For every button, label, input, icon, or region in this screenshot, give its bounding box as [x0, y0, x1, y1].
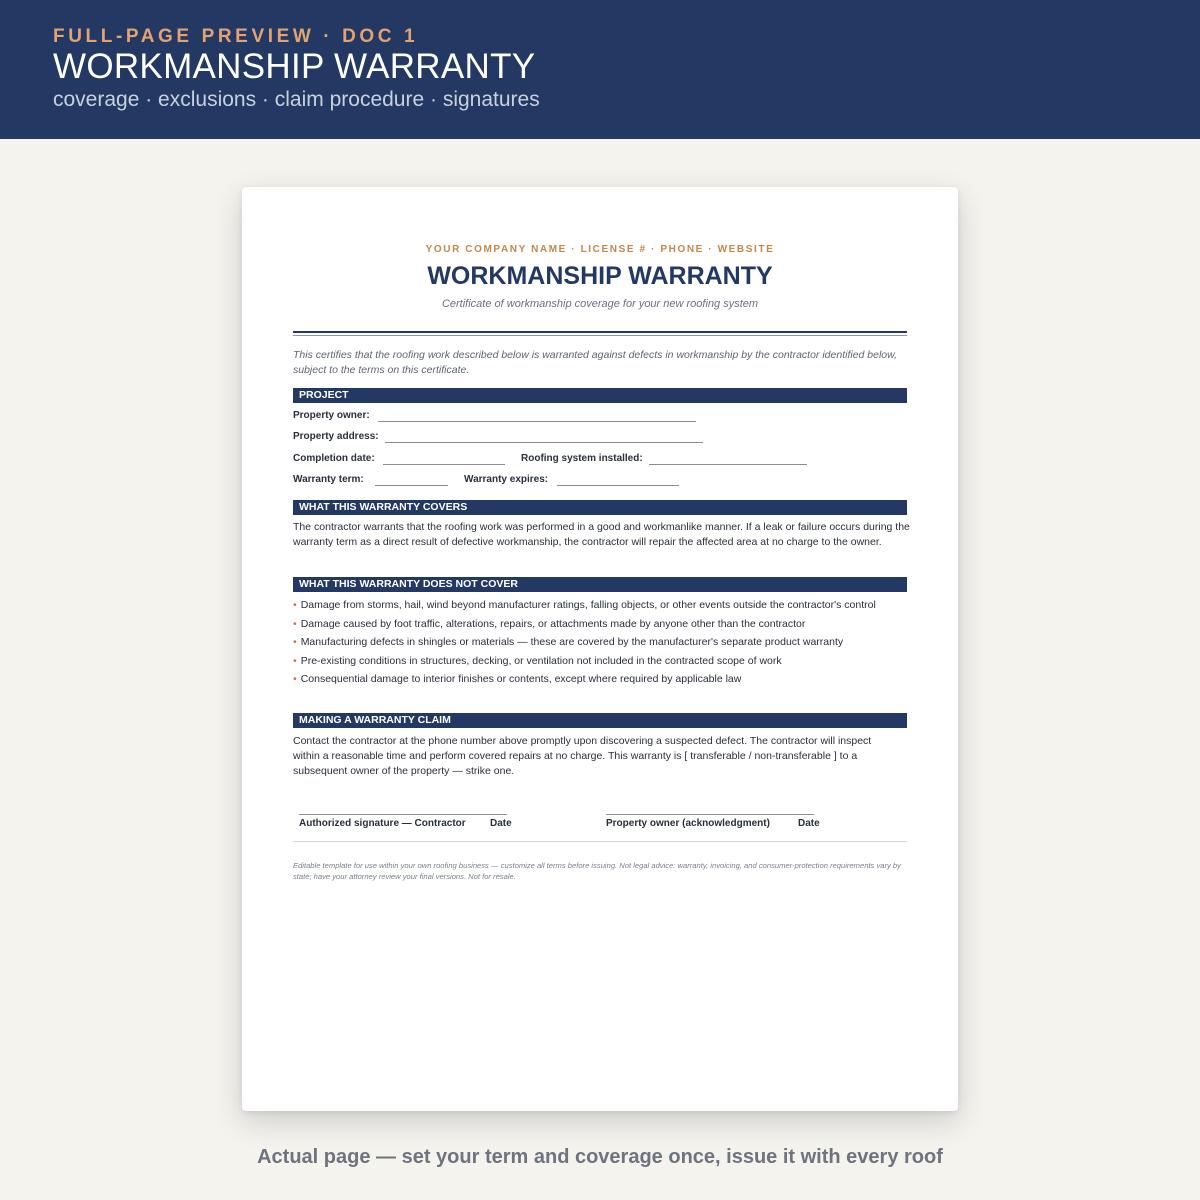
exclusions-list [293, 598, 911, 691]
section-exclusions-heading: WHAT THIS WARRANTY DOES NOT COVER [293, 577, 907, 592]
company-header-line: YOUR COMPANY NAME · LICENSE # · PHONE · WEBSITE [425, 244, 775, 255]
owner-date-label: Date [798, 818, 820, 829]
roofing-system-field[interactable] [649, 464, 807, 465]
bullet-dot: • [293, 636, 297, 649]
list-item [293, 598, 911, 613]
contractor-signature-label: Authorized signature — Contractor [299, 818, 466, 829]
document-subtitle: Certificate of workmanship coverage for your new roofing system [441, 298, 759, 310]
claim-text: Contact the contractor at the phone number above promptly upon discovering a suspected defect. The contractor will inspect within a reasonable time and perform covered repairs at no charge. This warranty is [ transferable / non-transferable ] to a subsequent owner of the property — strike one. [293, 735, 872, 777]
warranty-term-field[interactable] [375, 485, 448, 486]
property-address-field[interactable] [385, 442, 703, 443]
section-covers-heading: WHAT THIS WARRANTY COVERS [293, 500, 907, 515]
fine-print: Editable template for use within your own roofing business — customize all terms before issuing. Not legal advice: warranty, invoicing, and consumer-protection requirements vary by state; have your attorney review your final versions. Not for resale. [293, 861, 901, 881]
property-owner-field[interactable] [378, 421, 696, 422]
list-item-text: Damage caused by foot traffic, alterations, repairs, or attachments made by anyone other than the contractor [300, 617, 806, 630]
contractor-date-label: Date [490, 818, 512, 829]
document-title: WORKMANSHIP WARRANTY [427, 262, 773, 290]
banner-title: WORKMANSHIP WARRANTY [53, 47, 536, 86]
intro-statement: This certifies that the roofing work described below is warranted against defects in workmanship by the contractor identified below, subject to the terms on this certificate. [293, 349, 898, 376]
bullet-dot: • [293, 617, 297, 630]
list-item-text: Manufacturing defects in shingles or materials — these are covered by the manufacturer's separate product warranty [300, 636, 844, 649]
contractor-signature-field[interactable] [299, 814, 507, 815]
owner-signature-field[interactable] [606, 814, 814, 815]
document-page [242, 187, 958, 1111]
bullet-dot: • [293, 654, 297, 667]
header-rule-thick [293, 331, 907, 333]
list-item-text: Consequential damage to interior finishes or contents, except where required by applicable law [300, 673, 742, 686]
header-rule-thin [293, 335, 907, 336]
owner-signature-label: Property owner (acknowledgment) [606, 818, 770, 829]
warranty-expires-label: Warranty expires: [464, 474, 549, 485]
list-item-text: Pre-existing conditions in structures, decking, or ventilation not included in the contracted scope of work [300, 654, 782, 667]
completion-date-label: Completion date: [293, 453, 375, 464]
preview-banner [0, 0, 1200, 139]
property-owner-label: Property owner: [293, 410, 370, 421]
list-item [293, 672, 911, 687]
property-address-label: Property address: [293, 431, 379, 442]
warranty-expires-field[interactable] [557, 485, 679, 486]
banner-subtitle: coverage · exclusions · claim procedure · signatures [53, 88, 540, 111]
covers-text: The contractor warrants that the roofing work was performed in a good and workmanlike manner. If a leak or failure occurs during the warranty term as a direct result of defective workmanship, the contractor will repair the affected area at no charge to the owner. [293, 521, 910, 548]
list-item [293, 617, 911, 632]
bullet-dot: • [293, 599, 297, 611]
section-claim-heading: MAKING A WARRANTY CLAIM [293, 713, 907, 728]
completion-date-field[interactable] [383, 464, 505, 465]
list-item [293, 654, 911, 669]
preview-caption: Actual page — set your term and coverage once, issue it with every roof [257, 1146, 943, 1168]
roofing-system-label: Roofing system installed: [521, 453, 643, 464]
list-item [293, 635, 911, 650]
footer-divider [293, 841, 907, 842]
list-item-text: Damage from storms, hail, wind beyond manufacturer ratings, falling objects, or other events outside the contractor's control [300, 599, 876, 611]
section-project-heading: PROJECT [293, 388, 907, 403]
banner-eyebrow: FULL-PAGE PREVIEW · DOC 1 [53, 26, 419, 47]
bullet-dot: • [293, 673, 297, 686]
warranty-term-label: Warranty term: [293, 474, 364, 485]
